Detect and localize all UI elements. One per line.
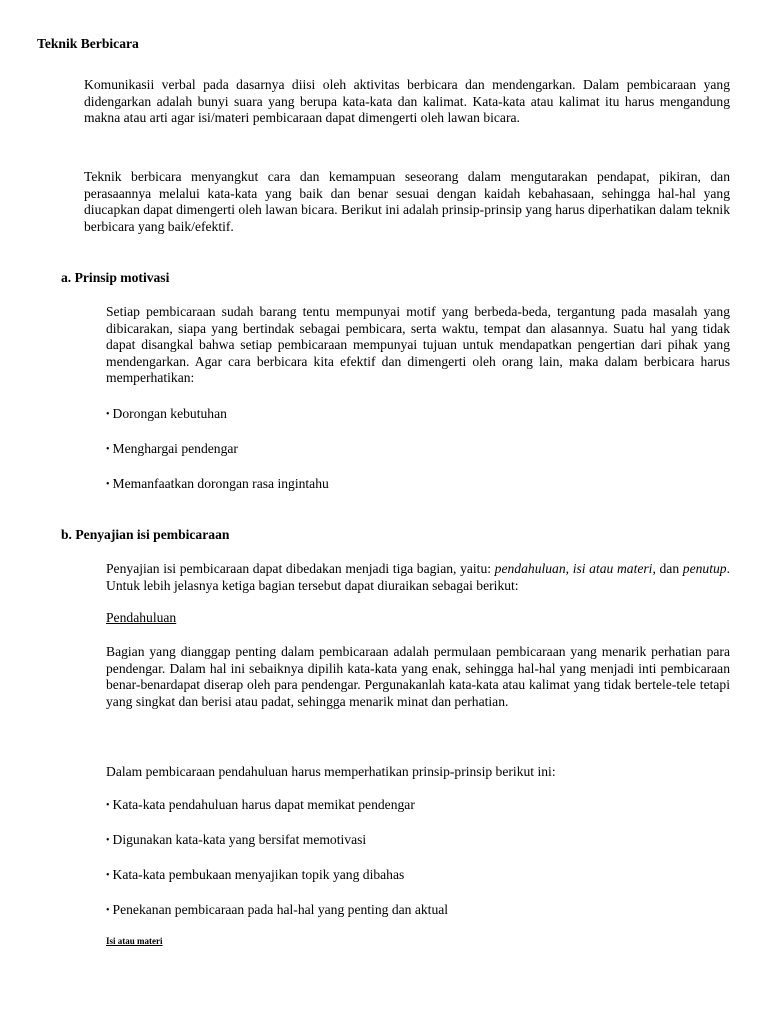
bullet-icon: • (106, 870, 110, 881)
bullet-icon: • (106, 905, 110, 916)
section-a-bullet-2: • Menghargai pendengar (106, 441, 238, 456)
section-b-bullet-4: • Penekanan pembicaraan pada hal-hal yang penting dan aktual (106, 902, 449, 917)
subsection-pendahuluan-heading: Pendahuluan (106, 610, 177, 625)
bullet-icon: • (106, 835, 110, 846)
section-a-bullet-3: • Memanfaatkan dorongan rasa ingintahu (106, 476, 329, 491)
section-a-body: Setiap pembicaraan sudah barang tentu mempunyai motif yang berbeda-beda, tergantung pada masalah yang dibicarakan, siapa yang bertindak sebagai pembicara, serta waktu, tempat dan alasannya. Suatu hal yang tidak dapat disangkal bahwa setiap pembicaraan mempunyai tujuan untuk mendapatkan pengertian dari pihak yang mendengarkan. Agar cara berbicara kita efektif dan dimengerti oleh orang lain, maka dalam berbicara harus memperhatikan: (106, 304, 730, 386)
document-title: Teknik Berbicara (37, 36, 139, 51)
section-b-intro: Penyajian isi pembicaraan dapat dibedakan menjadi tiga bagian, yaitu: pendahuluan, isi atau materi, dan penutup. Untuk lebih jelasnya ketiga bagian tersebut dapat diuraikan sebagai berikut: (106, 561, 730, 593)
bullet-icon: • (106, 444, 110, 455)
bullet-icon: • (106, 479, 110, 490)
section-b-bullet-2: • Digunakan kata-kata yang bersifat memotivasi (106, 832, 367, 847)
principles-intro: Dalam pembicaraan pendahuluan harus memperhatikan prinsip-prinsip berikut ini: (106, 764, 556, 779)
bullet-icon: • (106, 409, 110, 420)
intro-paragraph-2: Teknik berbicara menyangkut cara dan kemampuan seseorang dalam mengutarakan pendapat, pikiran, dan perasaannya melalui kata-kata yang baik dan benar sesuai dengan kaidah kebahasaan, sehingga hal-hal yang diucapkan dapat dimengerti oleh lawan bicara. Berikut ini adalah prinsip-prinsip yang harus diperhatikan dalam teknik berbicara yang baik/efektif. (84, 169, 730, 234)
section-b-heading: b. Penyajian isi pembicaraan (61, 527, 230, 542)
intro-paragraph-1: Komunikasii verbal pada dasarnya diisi oleh aktivitas berbicara dan mendengarkan. Dalam pembicaraan yang didengarkan adalah bunyi suara yang berupa kata-kata dan kalimat. Kata-kata atau kalimat itu harus mengandung makna atau arti agar isi/materi pembicaraan dapat dimengerti oleh lawan bicara. (84, 77, 730, 126)
pendahuluan-body: Bagian yang dianggap penting dalam pembicaraan adalah permulaan pembicaraan yang menarik perhatian para pendengar. Dalam hal ini sebaiknya dipilih kata-kata yang enak, sehingga hal-hal yang menjadi inti pembicaraan benar-benardapat diserap oleh para pendengar. Pergunakanlah kata-kata atau kalimat yang tidak bertele-tele tetapi yang singkat dan berisi atau padat, sehingga menarik minat dan perhatian. (106, 644, 730, 709)
bullet-icon: • (106, 800, 110, 811)
section-a-heading: a. Prinsip motivasi (61, 270, 170, 285)
section-b-bullet-1: • Kata-kata pendahuluan harus dapat memikat pendengar (106, 797, 415, 812)
subsection-isi-heading: Isi atau materi (106, 936, 163, 946)
section-a-bullet-1: • Dorongan kebutuhan (106, 406, 227, 421)
section-b-bullet-3: • Kata-kata pembukaan menyajikan topik yang dibahas (106, 867, 405, 882)
